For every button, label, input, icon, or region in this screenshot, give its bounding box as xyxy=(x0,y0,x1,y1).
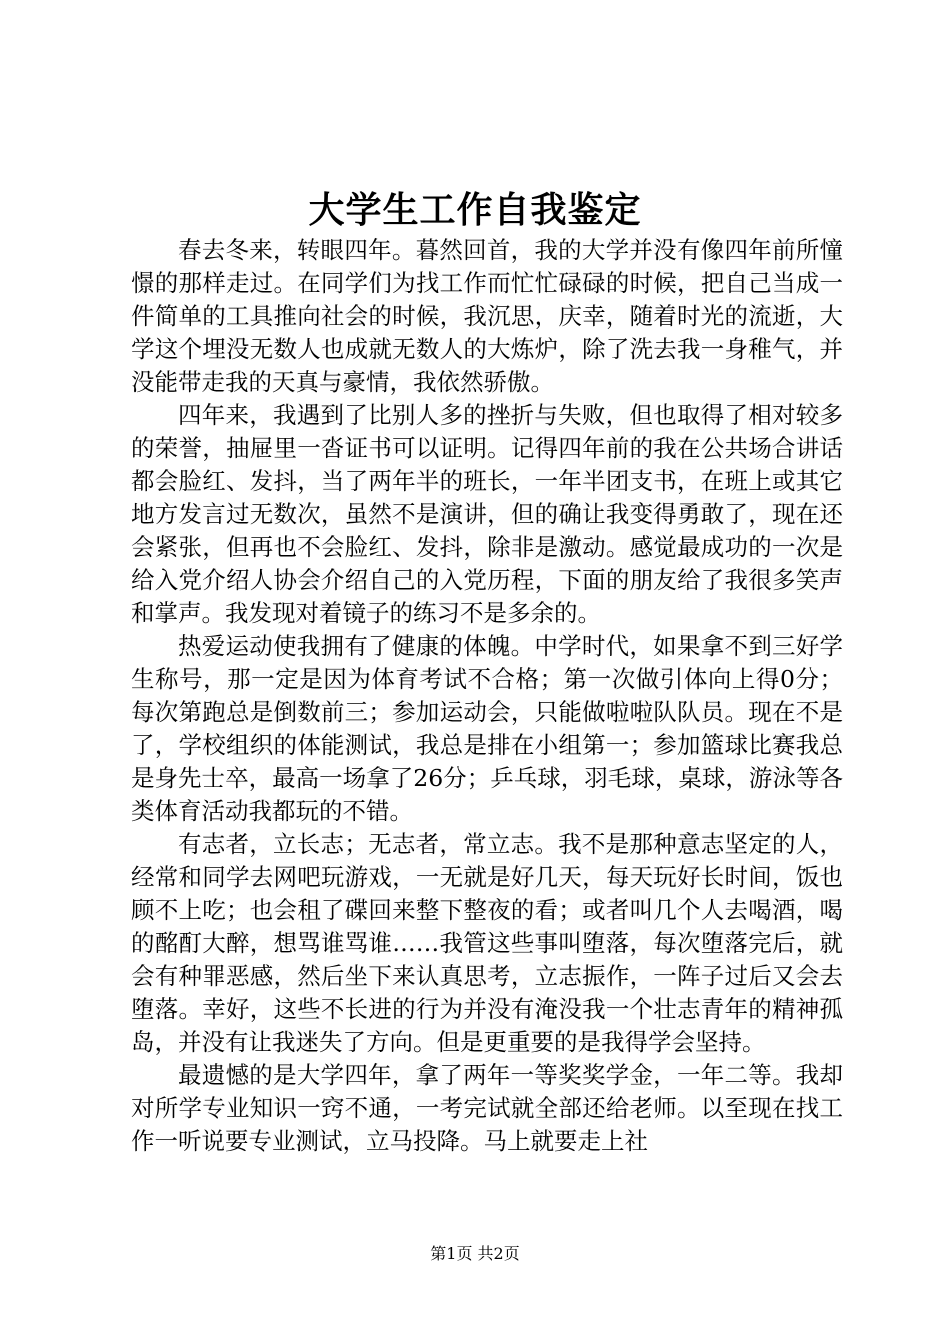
paragraph-3: 热爱运动使我拥有了健康的体魄。中学时代，如果拿不到三好学生称号，那一定是因为体育考试不合格；第一次做引体向上得0分；每次第跑总是倒数前三；参加运动会，只能做啦啦队队员。现在不是了，学校组织的体能测试，我总是排在小组第一；参加篮球比赛我总是身先士卒，最高一场拿了26分；乒乓球，羽毛球，桌球，游泳等各类体育活动我都玩的不错。 xyxy=(131,632,843,825)
document-body xyxy=(131,234,843,1158)
paragraph-2: 四年来，我遇到了比别人多的挫折与失败，但也取得了相对较多的荣誉，抽屉里一沓证书可以证明。记得四年前的我在公共场合讲话都会脸红、发抖，当了两年半的班长，一年半团支书，在班上或其它地方发言过无数次，虽然不是演讲，但的确让我变得勇敢了，现在还会紧张，但再也不会脸红、发抖，除非是激动。感觉最成功的一次是给入党介绍人协会介绍自己的入党历程，下面的朋友给了我很多笑声和掌声。我发现对着镜子的练习不是多余的。 xyxy=(131,401,843,627)
page-number-footer: 第1页 共2页 xyxy=(430,1244,520,1263)
document-title: 大学生工作自我鉴定 xyxy=(308,189,642,231)
paragraph-4: 有志者，立长志；无志者，常立志。我不是那种意志坚定的人，经常和同学去网吧玩游戏，一无就是好几天，每天玩好长时间，饭也顾不上吃；也会租了碟回来整下整夜的看；或者叫几个人去喝酒，喝的酩酊大醉，想骂谁骂谁……我管这些事叫堕落，每次堕落完后，就会有种罪恶感，然后坐下来认真思考，立志振作，一阵子过后又会去堕落。幸好，这些不长进的行为并没有淹没我一个壮志青年的精神孤岛，并没有让我迷失了方向。但是更重要的是我得学会坚持。 xyxy=(131,830,843,1056)
paragraph-1: 春去冬来，转眼四年。暮然回首，我的大学并没有像四年前所憧憬的那样走过。在同学们为找工作而忙忙碌碌的时候，把自己当成一件简单的工具推向社会的时候，我沉思，庆幸，随着时光的流逝，大学这个埋没无数人也成就无数人的大炼炉，除了洗去我一身稚气，并没能带走我的天真与豪情，我依然骄傲。 xyxy=(131,236,843,396)
paragraph-5: 最遗憾的是大学四年，拿了两年一等奖奖学金，一年二等。我却对所学专业知识一窍不通，一考完试就全部还给老师。以至现在找工作一听说要专业测试，立马投降。马上就要走上社 xyxy=(131,1061,843,1155)
